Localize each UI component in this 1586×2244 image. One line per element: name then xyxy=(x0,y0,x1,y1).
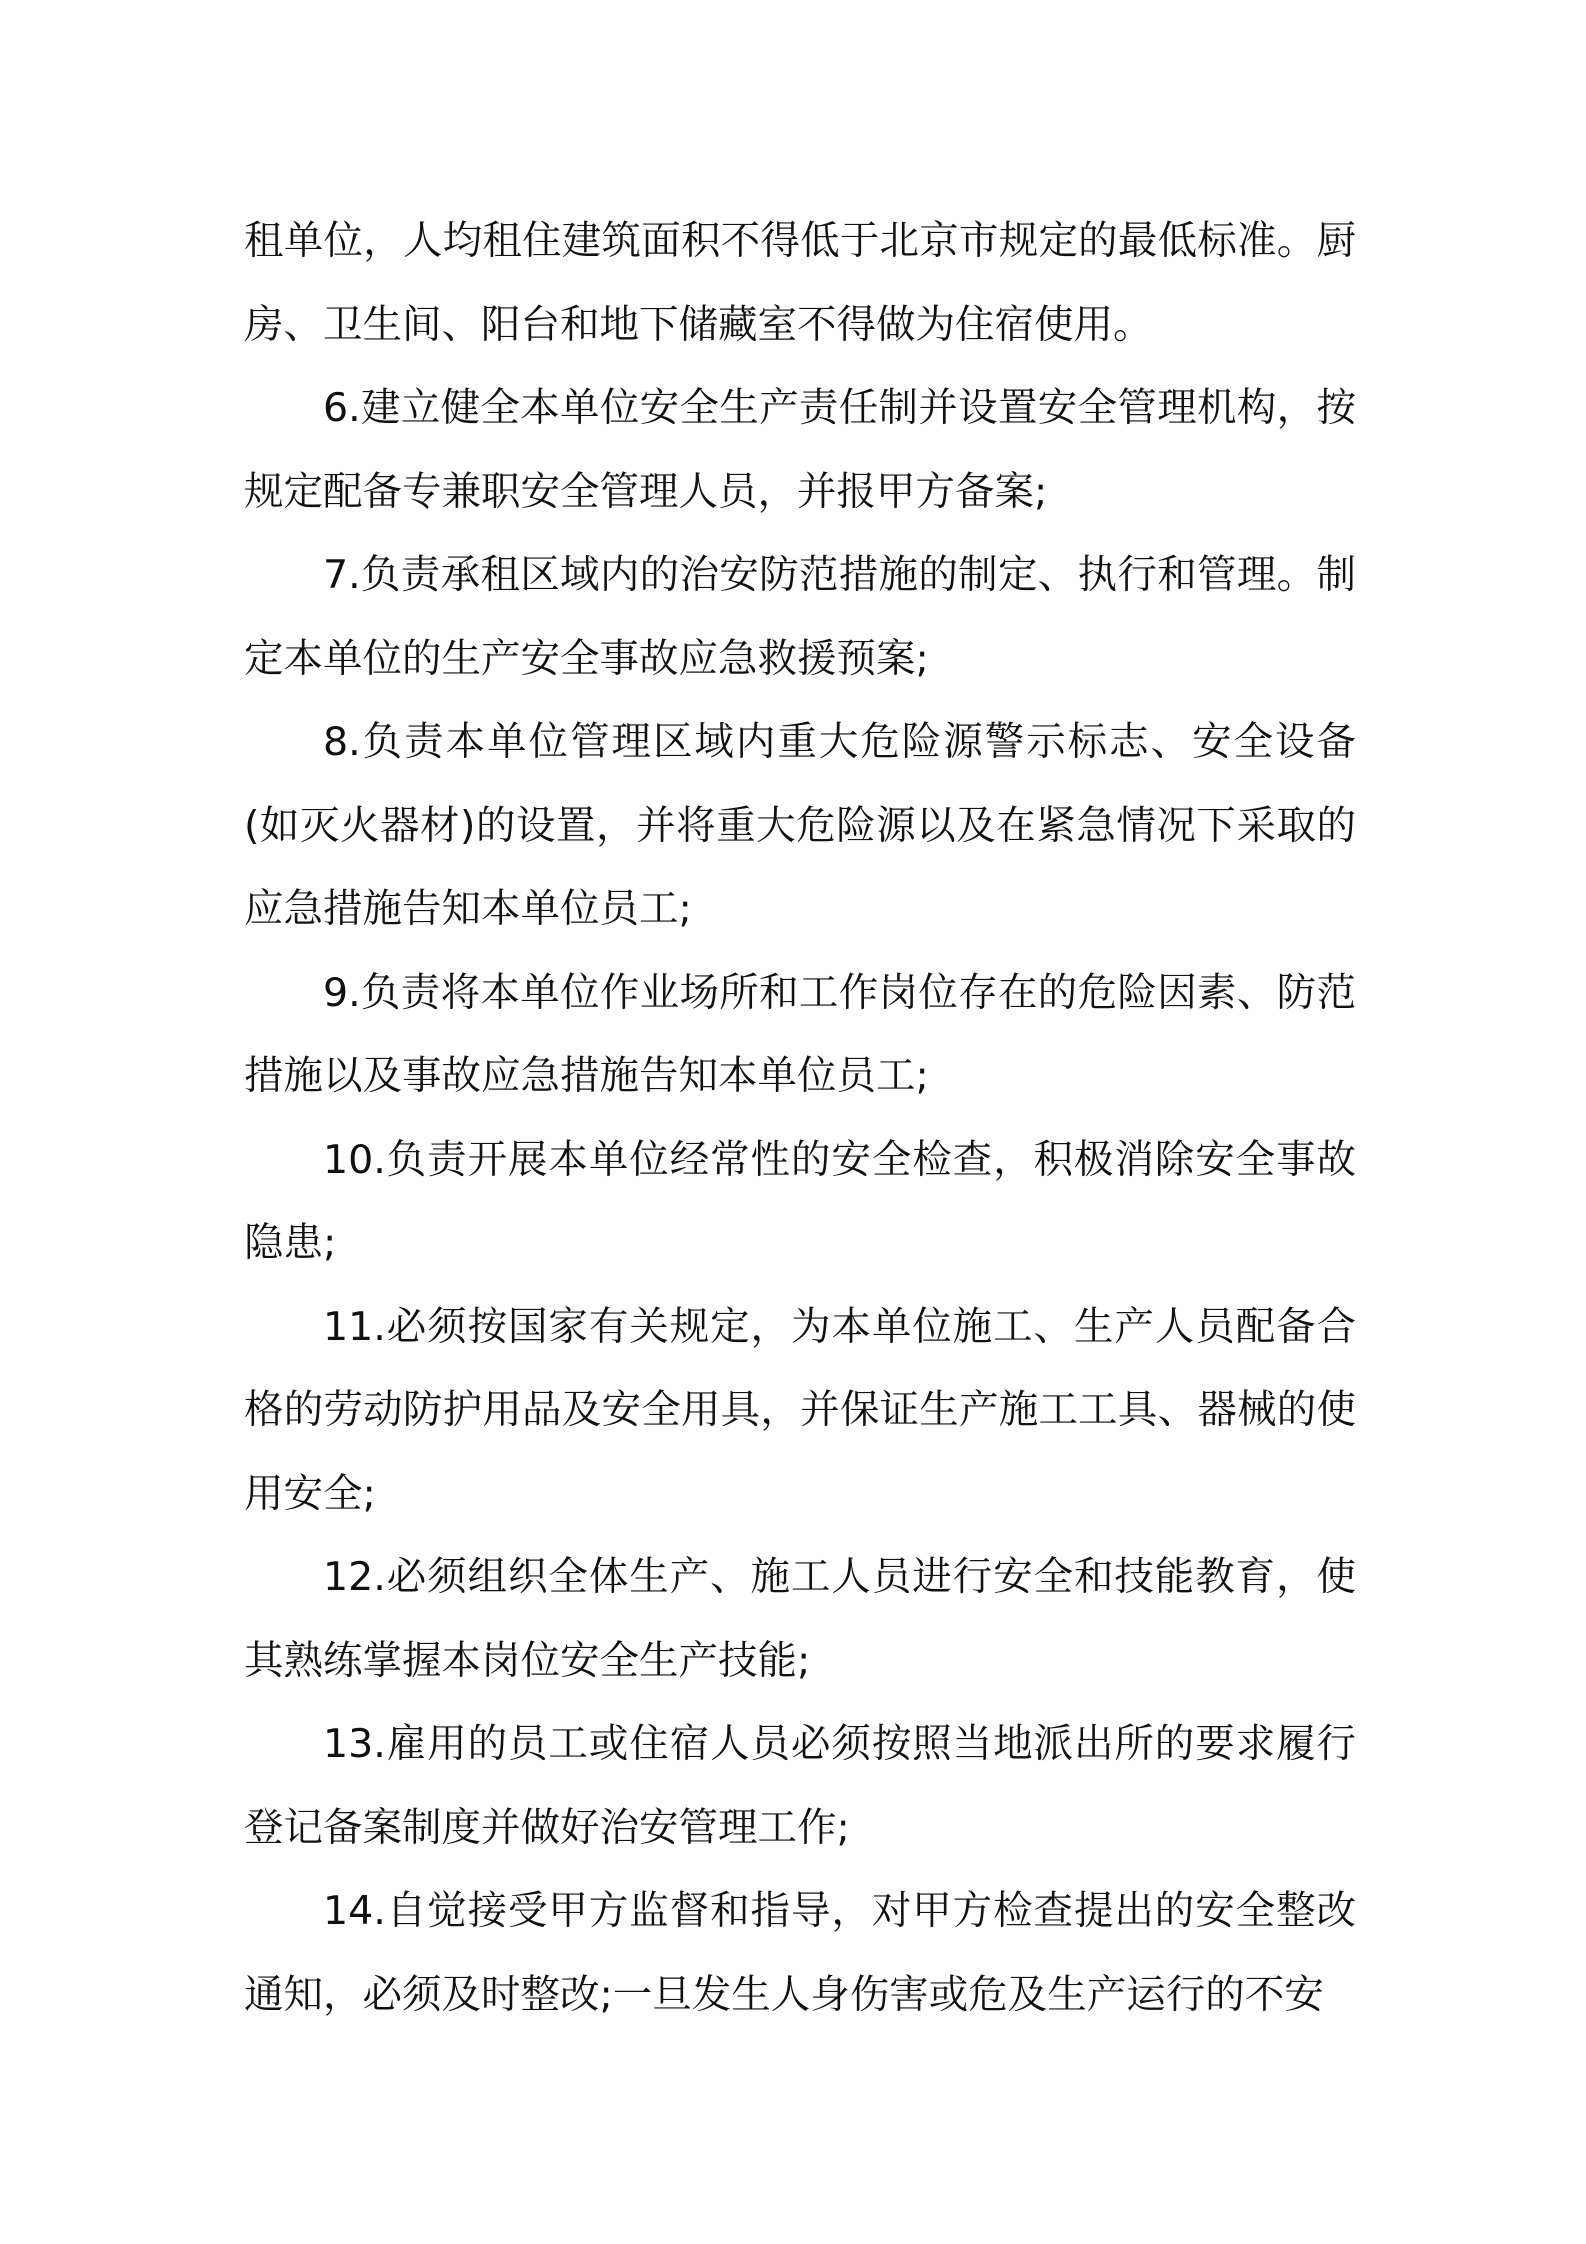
paragraph-item-10: 10.负责开展本单位经常性的安全检查，积极消除安全事故隐患; xyxy=(244,1136,1356,1266)
paragraph-item-7: 7.负责承租区域内的治安防范措施的制定、执行和管理。制定本单位的生产安全事故应急救援预案; xyxy=(244,552,1356,682)
document-body xyxy=(244,200,1356,2037)
paragraph-item-6: 6.建立健全本单位安全生产责任制并设置安全管理机构，按规定配备专兼职安全管理人员，并报甲方备案; xyxy=(244,385,1356,515)
paragraph-item-13: 13.雇用的员工或住宿人员必须按照当地派出所的要求履行登记备案制度并做好治安管理工作; xyxy=(244,1721,1356,1851)
paragraph-item-9: 9.负责将本单位作业场所和工作岗位存在的危险因素、防范措施以及事故应急措施告知本单位员工; xyxy=(244,969,1356,1099)
paragraph-item-11: 11.必须按国家有关规定，为本单位施工、生产人员配备合格的劳动防护用品及安全用具，并保证生产施工工具、器械的使用安全; xyxy=(244,1303,1356,1517)
paragraph-item-8: 8.负责本单位管理区域内重大危险源警示标志、安全设备(如灭火器材)的设置，并将重大危险源以及在紧急情况下采取的应急措施告知本单位员工; xyxy=(244,719,1356,932)
paragraph-continuation: 租单位，人均租住建筑面积不得低于北京市规定的最低标准。厨房、卫生间、阳台和地下储藏室不得做为住宿使用。 xyxy=(244,218,1356,348)
paragraph-item-12: 12.必须组织全体生产、施工人员进行安全和技能教育，使其熟练掌握本岗位安全生产技能; xyxy=(244,1554,1356,1684)
paragraph-item-14: 14.自觉接受甲方监督和指导，对甲方检查提出的安全整改通知，必须及时整改;一旦发生人身伤害或危及生产运行的不安 xyxy=(244,1888,1356,2018)
